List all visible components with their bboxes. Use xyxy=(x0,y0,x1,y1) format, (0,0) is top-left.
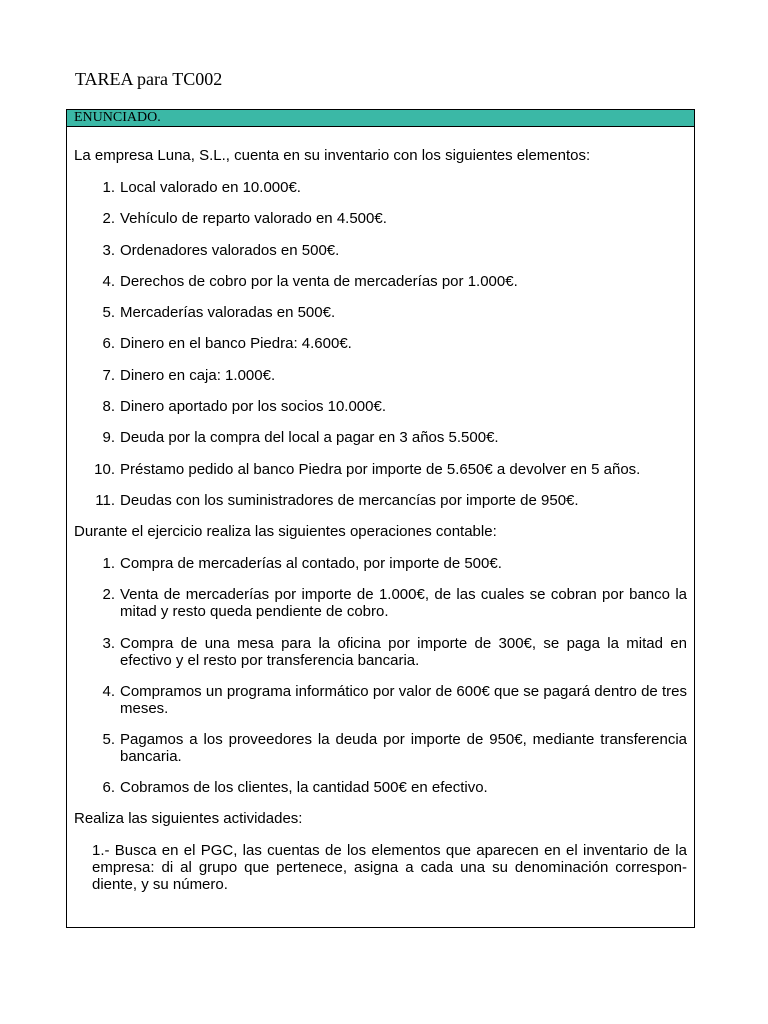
intro-paragraph: La empresa Luna, S.L., cuenta en su inventario con los siguientes elementos: xyxy=(74,147,591,164)
statement-box: ENUNCIADO. La empresa Luna, S.L., cuenta en su inventario con los siguientes elementos: 1. Local valorado en 10.000€. 2. Vehículo de reparto valorado en 4.500€. 3. Ordenadores valorados en 500€. 4. Derechos de cobro por la venta de mercaderías por 1.000€. 5. Mercaderías valoradas en 500€. 6. Dinero en el banco Piedra: 4.600€. 7. Dinero en caja: 1.000€. 8. Dinero aportado por los socios 10.000€. 9. Deuda por la compra del local a pagar en 3 años 5.500€. 10. Préstamo pedido al banco Piedra por importe de 5.650€ a devolver en 5 años. 11. Deudas con los suministradores de mercancías por importe de 950€. Durante el ejercicio realiza las siguientes operaciones contable: 1. Compra de mercaderías al contado, por importe de 500€. 2. Venta de mercaderías por importe de 1.000€, de las cuales se cobran por banco la mitad y resto queda pendiente de cobro. 3. Compra de una mesa para la oficina por importe de 300€, se paga la mitad en efectivo y el resto por transferencia bancaria. 4. Compramos un programa informático por valor de 600€ que se pagará dentro de tres meses. 5. Pagamos a los proveedores la deuda por importe de 950€, mediante transferencia bancaria. 6. Cobramos de los clientes, la cantidad 500€ en efectivo. Realiza las siguientes actividades: 1.- Busca en el PGC, las cuentas de los elementos que aparecen en el inventario de la empresa: di al grupo que pertenece, asigna a cada una su denominación correspon-diente, y su número. xyxy=(66,109,695,928)
activity-1: 1.- Busca en el PGC, las cuentas de los elementos que aparecen en el inventario de la empresa: di al grupo que pertenece, asigna a cada una su denominación correspon-diente, y su número. xyxy=(92,842,687,893)
activities-intro: Realiza las siguientes actividades: xyxy=(74,810,303,827)
document-title: TAREA para TC002 xyxy=(75,69,223,89)
operations-intro: Durante el ejercicio realiza las siguientes operaciones contable: xyxy=(74,523,497,540)
statement-header: ENUNCIADO. xyxy=(67,110,694,127)
